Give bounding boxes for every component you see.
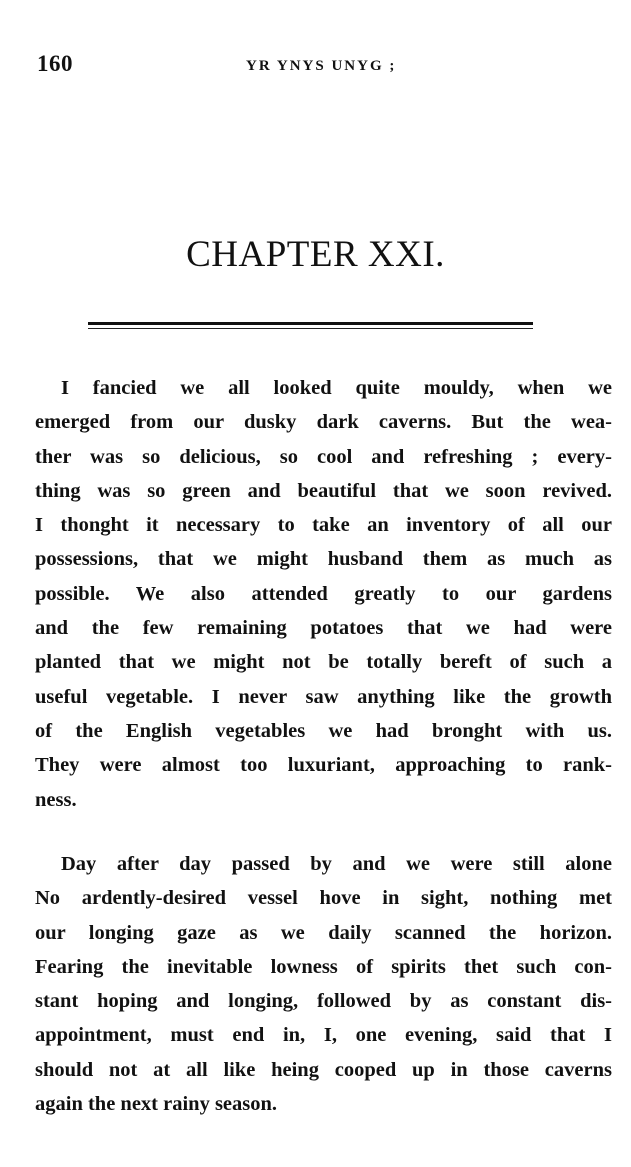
paragraph-line: ness. [35, 788, 77, 811]
paragraph-line: possessions, that we might husband them as much as [35, 548, 612, 571]
paragraph-line: Day after day passed by and we were still alone [61, 853, 612, 875]
chapter-title: CHAPTER XXI. [186, 234, 445, 275]
paragraph-line: I fancied we all looked quite mouldy, when we [61, 377, 612, 399]
paragraph-line: and the few remaining potatoes that we had were [35, 617, 612, 640]
divider-thin-line [88, 328, 533, 329]
divider-thick-line [88, 322, 533, 325]
paragraph-line: should not at all like heing cooped up in those caverns [35, 1058, 612, 1081]
paragraph-line: possible. We also attended greatly to our gardens [35, 582, 612, 605]
page-number: 160 [37, 51, 73, 76]
paragraph-line: again the next rainy season. [35, 1093, 278, 1116]
chapter-divider-rule [88, 320, 533, 332]
paragraph-2 [35, 847, 612, 1121]
paragraph-line: our longing gaze as we daily scanned the horizon. [35, 921, 612, 944]
paragraph-line: of the English vegetables we had bronght with us. [35, 719, 612, 742]
paragraph-line: thing was so green and beautiful that we soon revived. [35, 479, 612, 502]
paragraph-line: useful vegetable. I never saw anything like the growth [35, 685, 612, 708]
paragraph-1 [35, 371, 612, 817]
paragraph-line: appointment, must end in, I, one evening, said that I [35, 1024, 612, 1047]
paragraph-line: They were almost too luxuriant, approaching to rank- [35, 754, 612, 777]
running-head: YR YNYS UNYG ; [246, 58, 397, 74]
paragraph-line: emerged from our dusky dark caverns. But the wea- [35, 411, 612, 434]
paragraph-line: No ardently-desired vessel hove in sight, nothing met [35, 887, 612, 910]
paragraph-line: planted that we might not be totally bereft of such a [35, 651, 612, 674]
paragraph-line: I thonght it necessary to take an inventory of all our [35, 514, 612, 537]
paragraph-line: Fearing the inevitable lowness of spirits thet such con- [35, 955, 612, 978]
paragraph-line: ther was so delicious, so cool and refreshing ; every- [35, 445, 612, 468]
paragraph-line: stant hoping and longing, followed by as constant dis- [35, 990, 612, 1013]
